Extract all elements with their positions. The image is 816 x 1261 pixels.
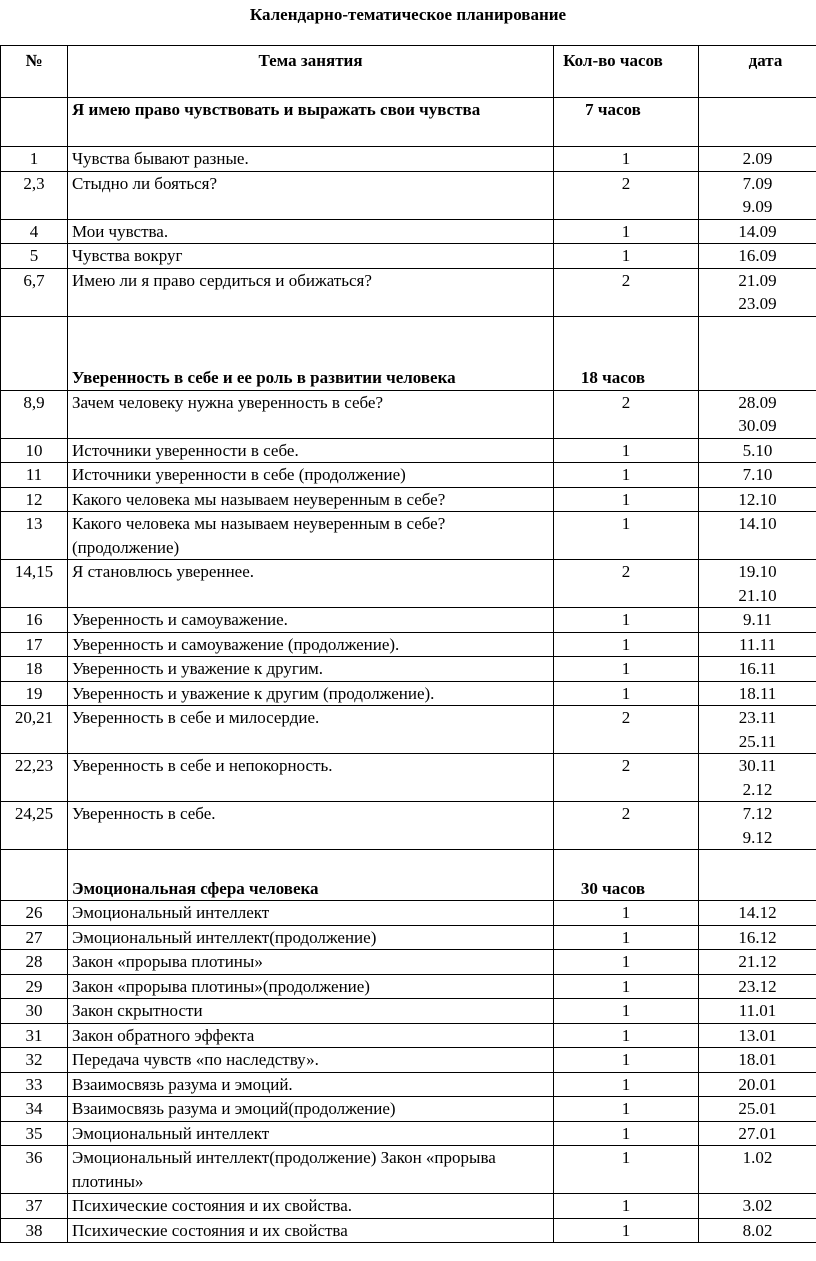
- lesson-topic: Эмоциональный интеллект(продолжение) Закон «прорыва плотины»: [68, 1146, 554, 1194]
- lesson-date-cell: [699, 1146, 816, 1194]
- lesson-hours: 1: [554, 512, 699, 560]
- table-row: [1, 950, 816, 975]
- lesson-date-cell: [699, 171, 816, 219]
- lesson-date: 14.09: [738, 221, 777, 241]
- lesson-topic: Мои чувства.: [68, 219, 554, 244]
- lesson-num: 32: [1, 1048, 68, 1073]
- lesson-topic: Какого человека мы называем неуверенным в себе?: [68, 487, 554, 512]
- lesson-date: 12.10: [738, 489, 777, 509]
- lesson-date: 16.11: [738, 659, 777, 678]
- table-row: [1, 974, 816, 999]
- table-row: [1, 1121, 816, 1146]
- section-date-cell: [699, 850, 816, 901]
- lesson-date: 11.11: [739, 634, 776, 654]
- table-row: [1, 802, 816, 850]
- document-title: Календарно-тематическое планирование: [249, 5, 567, 24]
- lesson-date: 20.01: [738, 1074, 777, 1094]
- lesson-topic: Закон «прорыва плотины»(продолжение): [68, 974, 554, 999]
- lesson-date-cell: [699, 219, 816, 244]
- section-row: [1, 850, 816, 901]
- lesson-date: 25.11: [738, 731, 777, 751]
- lesson-hours: 2: [554, 268, 699, 316]
- lesson-hours: 1: [554, 219, 699, 244]
- lesson-num: 5: [1, 244, 68, 269]
- lesson-date: 13.01: [738, 1025, 777, 1045]
- lesson-date-cell: [699, 1194, 816, 1219]
- lesson-date: 28.09: [738, 392, 777, 412]
- lesson-topic: Уверенность и уважение к другим (продолжение).: [68, 681, 554, 706]
- lesson-date: 21.12: [738, 952, 777, 971]
- lesson-hours: 1: [554, 1194, 699, 1219]
- lesson-num: 20,21: [1, 706, 68, 754]
- lesson-date: 14.12: [738, 903, 777, 922]
- lesson-date: 3.02: [742, 1196, 773, 1215]
- lesson-date-cell: [699, 438, 816, 463]
- lesson-num: 26: [1, 901, 68, 926]
- lesson-topic: Уверенность в себе.: [68, 802, 554, 850]
- table-row: [1, 487, 816, 512]
- lesson-hours: 1: [554, 1072, 699, 1097]
- lesson-topic: Уверенность и самоуважение (продолжение).: [68, 632, 554, 657]
- table-row: [1, 706, 816, 754]
- lesson-date-cell: [699, 487, 816, 512]
- planning-table-body: [1, 46, 816, 1243]
- lesson-date: 30.11: [738, 756, 777, 775]
- table-row: [1, 1097, 816, 1122]
- lesson-hours: 1: [554, 901, 699, 926]
- lesson-topic: Эмоциональный интеллект: [68, 901, 554, 926]
- lesson-date-cell: [699, 1097, 816, 1122]
- table-row: [1, 1146, 816, 1194]
- lesson-date: 19.10: [738, 562, 777, 581]
- lesson-hours: 1: [554, 1121, 699, 1146]
- lesson-num: 13: [1, 512, 68, 560]
- lesson-date: 9.12: [742, 827, 773, 847]
- lesson-date-cell: [699, 244, 816, 269]
- lesson-num: 35: [1, 1121, 68, 1146]
- lesson-date-cell: [699, 901, 816, 926]
- lesson-num: 37: [1, 1194, 68, 1219]
- table-row: [1, 438, 816, 463]
- lesson-date: 1.02: [742, 1148, 773, 1167]
- lesson-hours: 1: [554, 974, 699, 999]
- lesson-hours: 2: [554, 802, 699, 850]
- lesson-date: 7.09: [742, 173, 773, 193]
- lesson-hours: 1: [554, 925, 699, 950]
- lesson-date: 18.11: [738, 683, 777, 703]
- lesson-date: 23.12: [738, 976, 777, 996]
- lesson-num: 12: [1, 487, 68, 512]
- lesson-date-cell: [699, 463, 816, 488]
- header-date: дата: [699, 46, 816, 98]
- lesson-date: 7.12: [742, 804, 773, 823]
- lesson-date: 18.01: [738, 1050, 777, 1069]
- table-row: [1, 1072, 816, 1097]
- lesson-hours: 2: [554, 560, 699, 608]
- header-topic: Тема занятия: [68, 46, 554, 98]
- lesson-hours: 2: [554, 706, 699, 754]
- lesson-topic: Закон обратного эффекта: [68, 1023, 554, 1048]
- lesson-topic: Чувства бывают разные.: [68, 147, 554, 172]
- lesson-date: 21.09: [738, 270, 777, 290]
- table-row: [1, 681, 816, 706]
- lesson-hours: 1: [554, 1023, 699, 1048]
- header-num: №: [1, 46, 68, 98]
- lesson-date-cell: [699, 268, 816, 316]
- lesson-topic: Уверенность и уважение к другим.: [68, 657, 554, 682]
- lesson-num: 2,3: [1, 171, 68, 219]
- lesson-date-cell: [699, 608, 816, 633]
- table-header-row: [1, 46, 816, 98]
- header-hours: Кол-во часов: [554, 46, 699, 98]
- section-hours: 30 часов: [554, 850, 699, 901]
- lesson-num: 4: [1, 219, 68, 244]
- lesson-num: 30: [1, 999, 68, 1024]
- lesson-date-cell: [699, 999, 816, 1024]
- lesson-hours: 1: [554, 1218, 699, 1243]
- lesson-num: 8,9: [1, 390, 68, 438]
- lesson-hours: 1: [554, 147, 699, 172]
- lesson-date: 14.10: [738, 514, 777, 533]
- lesson-hours: 1: [554, 950, 699, 975]
- lesson-date-cell: [699, 1023, 816, 1048]
- lesson-topic: Закон скрытности: [68, 999, 554, 1024]
- lesson-num: 36: [1, 1146, 68, 1194]
- lesson-topic: Я становлюсь увереннее.: [68, 560, 554, 608]
- lesson-num: 34: [1, 1097, 68, 1122]
- lesson-date-cell: [699, 1218, 816, 1243]
- table-row: [1, 244, 816, 269]
- lesson-date: 2.12: [742, 779, 773, 799]
- lesson-date: 27.01: [738, 1123, 777, 1143]
- lesson-date-cell: [699, 147, 816, 172]
- table-row: [1, 463, 816, 488]
- lesson-num: 31: [1, 1023, 68, 1048]
- table-row: [1, 754, 816, 802]
- lesson-hours: 1: [554, 463, 699, 488]
- lesson-num: 28: [1, 950, 68, 975]
- lesson-hours: 2: [554, 390, 699, 438]
- lesson-topic: Имею ли я право сердиться и обижаться?: [68, 268, 554, 316]
- lesson-topic: Передача чувств «по наследству».: [68, 1048, 554, 1073]
- lesson-date: 9.09: [742, 197, 773, 216]
- table-row: [1, 390, 816, 438]
- lesson-date: 23.09: [738, 294, 777, 313]
- lesson-date-cell: [699, 560, 816, 608]
- lesson-date-cell: [699, 681, 816, 706]
- lesson-hours: 1: [554, 608, 699, 633]
- lesson-topic: Зачем человеку нужна уверенность в себе?: [68, 390, 554, 438]
- lesson-hours: 1: [554, 438, 699, 463]
- table-row: [1, 901, 816, 926]
- lesson-hours: 1: [554, 1146, 699, 1194]
- lesson-hours: 2: [554, 171, 699, 219]
- table-row: [1, 560, 816, 608]
- lesson-date: 7.10: [742, 465, 773, 484]
- lesson-hours: 1: [554, 657, 699, 682]
- table-row: [1, 268, 816, 316]
- lesson-topic: Эмоциональный интеллект: [68, 1121, 554, 1146]
- lesson-num: 27: [1, 925, 68, 950]
- lesson-date: 2.09: [742, 149, 773, 168]
- lesson-date-cell: [699, 706, 816, 754]
- lesson-date-cell: [699, 390, 816, 438]
- lesson-date: 16.09: [738, 246, 777, 265]
- lesson-topic: Эмоциональный интеллект(продолжение): [68, 925, 554, 950]
- section-hours: 18 часов: [554, 316, 699, 390]
- lesson-topic: Закон «прорыва плотины»: [68, 950, 554, 975]
- lesson-date-cell: [699, 1072, 816, 1097]
- lesson-topic: Взаимосвязь разума и эмоций(продолжение): [68, 1097, 554, 1122]
- lesson-topic: Стыдно ли бояться?: [68, 171, 554, 219]
- lesson-num: 22,23: [1, 754, 68, 802]
- section-date-cell: [699, 98, 816, 147]
- section-hours: 7 часов: [554, 98, 699, 147]
- section-row: [1, 316, 816, 390]
- lesson-num: 18: [1, 657, 68, 682]
- section-title: Эмоциональная сфера человека: [68, 850, 554, 901]
- table-row: [1, 219, 816, 244]
- lesson-topic: Источники уверенности в себе.: [68, 438, 554, 463]
- lesson-num: 11: [1, 463, 68, 488]
- lesson-hours: 1: [554, 1048, 699, 1073]
- section-row: [1, 98, 816, 147]
- lesson-num: 19: [1, 681, 68, 706]
- lesson-num: 14,15: [1, 560, 68, 608]
- lesson-hours: 1: [554, 632, 699, 657]
- table-row: [1, 147, 816, 172]
- lesson-date-cell: [699, 925, 816, 950]
- table-row: [1, 1218, 816, 1243]
- lesson-num: 1: [1, 147, 68, 172]
- planning-table: [0, 45, 816, 1243]
- lesson-topic: Уверенность и самоуважение.: [68, 608, 554, 633]
- lesson-date: 23.11: [738, 708, 777, 727]
- lesson-num: 16: [1, 608, 68, 633]
- lesson-topic: Взаимосвязь разума и эмоций.: [68, 1072, 554, 1097]
- lesson-topic: Психические состояния и их свойства.: [68, 1194, 554, 1219]
- lesson-date: 8.02: [742, 1220, 773, 1240]
- table-row: [1, 608, 816, 633]
- lesson-date-cell: [699, 1048, 816, 1073]
- lesson-date-cell: [699, 802, 816, 850]
- lesson-date: 11.01: [738, 1001, 777, 1020]
- table-row: [1, 925, 816, 950]
- lesson-date: 9.11: [742, 610, 773, 629]
- lesson-topic: Психические состояния и их свойства: [68, 1218, 554, 1243]
- lesson-date-cell: [699, 657, 816, 682]
- section-num-cell: [1, 98, 68, 147]
- lesson-hours: 1: [554, 1097, 699, 1122]
- lesson-topic: Чувства вокруг: [68, 244, 554, 269]
- table-row: [1, 512, 816, 560]
- section-title: Уверенность в себе и ее роль в развитии человека: [68, 316, 554, 390]
- section-title: Я имею право чувствовать и выражать свои чувства: [68, 98, 554, 147]
- lesson-date: 30.09: [738, 416, 777, 435]
- lesson-date: 25.01: [738, 1099, 777, 1118]
- lesson-hours: 2: [554, 754, 699, 802]
- section-num-cell: [1, 316, 68, 390]
- section-num-cell: [1, 850, 68, 901]
- section-date-cell: [699, 316, 816, 390]
- lesson-hours: 1: [554, 681, 699, 706]
- lesson-num: 17: [1, 632, 68, 657]
- lesson-hours: 1: [554, 487, 699, 512]
- lesson-num: 33: [1, 1072, 68, 1097]
- lesson-topic: Какого человека мы называем неуверенным в себе? (продолжение): [68, 512, 554, 560]
- lesson-date: 21.10: [738, 585, 777, 605]
- lesson-topic: Источники уверенности в себе (продолжение): [68, 463, 554, 488]
- lesson-date-cell: [699, 632, 816, 657]
- lesson-date-cell: [699, 974, 816, 999]
- table-row: [1, 999, 816, 1024]
- lesson-hours: 1: [554, 999, 699, 1024]
- lesson-num: 29: [1, 974, 68, 999]
- lesson-date-cell: [699, 950, 816, 975]
- table-row: [1, 657, 816, 682]
- table-row: [1, 1048, 816, 1073]
- table-row: [1, 632, 816, 657]
- lesson-date-cell: [699, 512, 816, 560]
- table-row: [1, 1194, 816, 1219]
- lesson-date-cell: [699, 1121, 816, 1146]
- table-row: [1, 171, 816, 219]
- lesson-num: 24,25: [1, 802, 68, 850]
- table-row: [1, 1023, 816, 1048]
- lesson-num: 10: [1, 438, 68, 463]
- lesson-date-cell: [699, 754, 816, 802]
- lesson-date: 16.12: [738, 927, 777, 947]
- lesson-num: 6,7: [1, 268, 68, 316]
- lesson-hours: 1: [554, 244, 699, 269]
- lesson-topic: Уверенность в себе и милосердие.: [68, 706, 554, 754]
- lesson-date: 5.10: [742, 440, 773, 460]
- lesson-topic: Уверенность в себе и непокорность.: [68, 754, 554, 802]
- lesson-num: 38: [1, 1218, 68, 1243]
